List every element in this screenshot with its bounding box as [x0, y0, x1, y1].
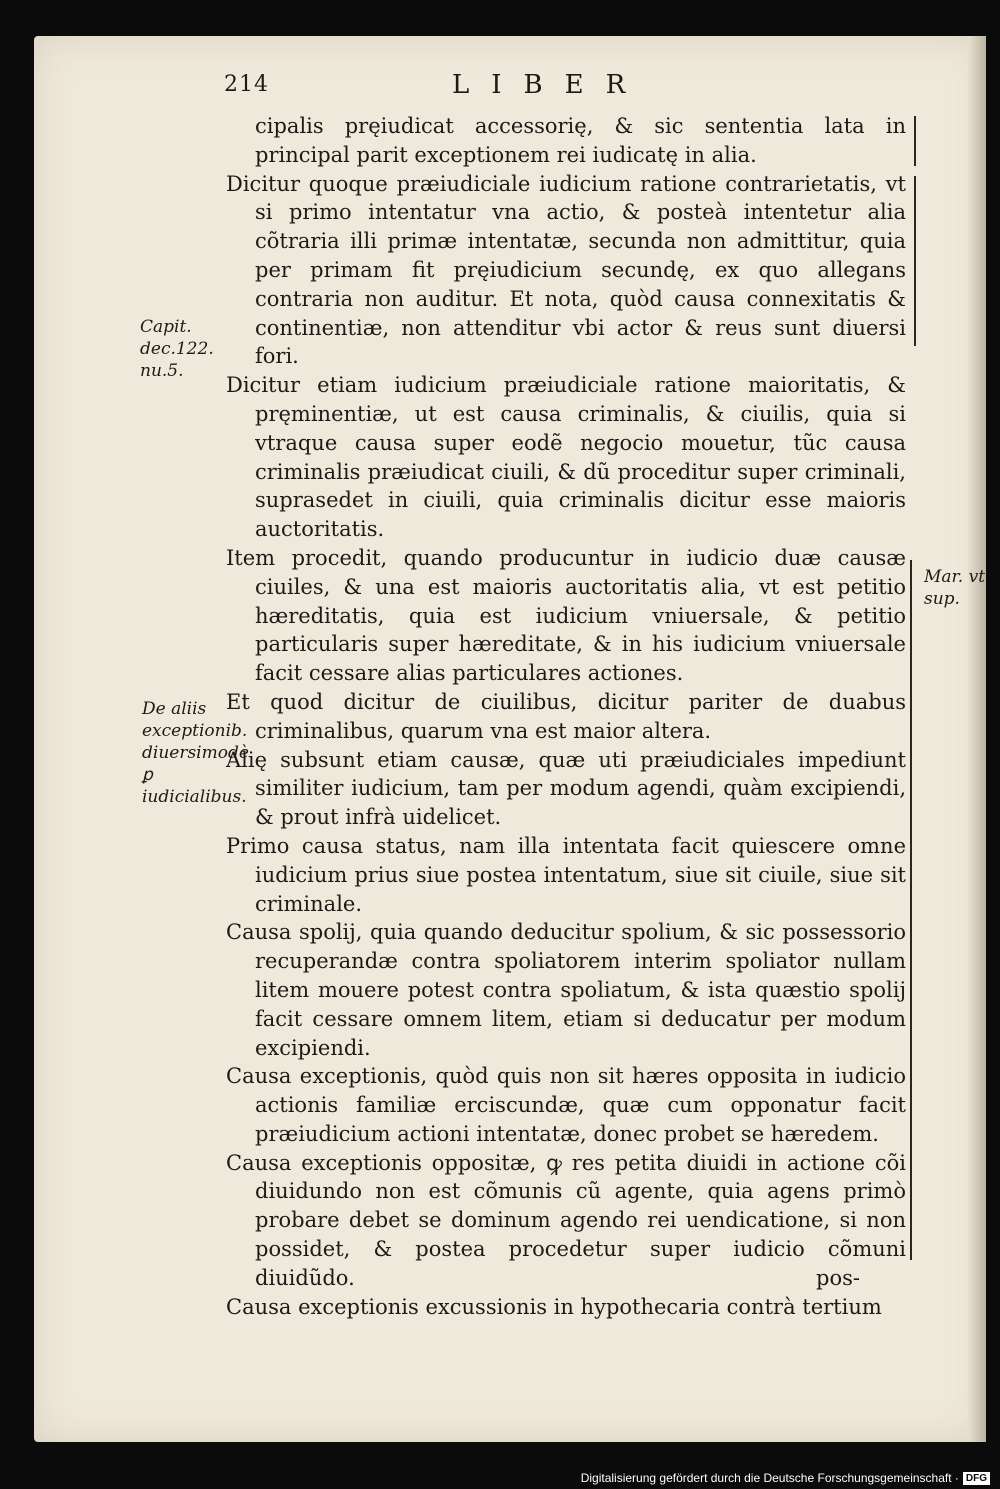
page-gutter — [968, 36, 986, 1442]
paragraph: Causa spolij, quia quando deducitur spolium, & sic possessorio recuperandæ contra spoliatorem interim spoliator nullam litem mouere potest contra spoliatum, & ista quæstio spolij facit cessare omnem litem, etiam si deducatur per modum excipiendi. — [226, 920, 906, 1060]
paragraph: Primo causa status, nam illa intentata facit quiescere omne iudicium prius siue postea intentatum, siue sit ciuile, siue sit criminale. — [226, 833, 906, 916]
margin-note-left: De aliis exceptionib. diuersimodè ꝑ iudicialibus. — [142, 699, 249, 807]
catchword: pos- — [816, 1266, 860, 1290]
paragraph: cipalis pręiudicat accessorię, & sic sententia lata in principal parit exceptionem rei iudicatę in alia. — [255, 114, 906, 167]
paragraph: Item procedit, quando producuntur in iudicio duæ causæ ciuiles, & una est maioris auctoritatis alia, vt est petitio hæreditatis, quia est iudicium vniuersale, & petitio particularis super hæreditate, & in his iudicium vniuersale facit cessare alias particulares actiones. — [226, 545, 906, 686]
paragraph: Et quod dicitur de ciuilibus, dicitur pariter de duabus criminalibus, quarum vna est maior altera. — [226, 689, 906, 743]
credit-text: Digitalisierung gefördert durch die Deutsche Forschungsgemeinschaft · — [580, 1471, 959, 1485]
paragraph: Alię subsunt etiam causæ, quæ uti præiudiciales impediunt similiter iudicium, tam per modum agendi, quàm excipiendi, & prout infrà uidelicet. — [226, 747, 906, 830]
dfg-logo-icon: DFG — [963, 1472, 990, 1485]
margin-note-right: Mar. vt sup. — [924, 567, 986, 609]
running-title: LIBER — [452, 70, 648, 100]
margin-rule — [910, 560, 912, 1260]
digitization-credit — [581, 1471, 990, 1485]
page-number: 214 — [224, 72, 269, 97]
paragraph: Causa exceptionis excussionis in hypothecaria contrà tertium — [226, 1294, 882, 1319]
margin-rule — [914, 116, 916, 166]
main-text-block — [226, 112, 906, 1321]
paragraph: Causa exceptionis oppositæ, ꝙ res petita diuidi in actione cõi diuidundo non est cõmunis cũ agente, quia agens primò probare debet se dominum agendo rei uendicatione, si non possidet, & postea procedetur super iudicio cõmuni diuidũdo. — [226, 1150, 906, 1290]
margin-rule — [914, 176, 916, 346]
margin-note-left: Capit. dec.122. nu.5. — [140, 317, 214, 381]
paragraph: Dicitur quoque præiudiciale iudicium ratione contrarietatis, vt si primo intentatur vna actio, & posteà intentetur alia cõtraria illi primæ intentatæ, secunda non admittitur, quia per primam fit pręiudicium secundę, ex quo allegans contraria non auditur. Et nota, quòd causa connexitatis & continentiæ, non attenditur vbi actor & reus sunt diuersi fori. — [226, 171, 906, 369]
paragraph: Causa exceptionis, quòd quis non sit hæres opposita in iudicio actionis familiæ erciscundæ, quæ cum opponatur facit præiudicium actioni intentatæ, donec probet se hæredem. — [226, 1064, 906, 1146]
paragraph: Dicitur etiam iudicium præiudiciale ratione maioritatis, & pręminentiæ, ut est causa criminalis, & ciuilis, quia si vtraque causa super eodẽ negocio mouetur, tũc causa criminalis præiudicat ciuili, & dũ proceditur super criminali, suprasedet in ciuili, quia criminalis dicitur esse maioris auctoritatis. — [226, 373, 906, 542]
